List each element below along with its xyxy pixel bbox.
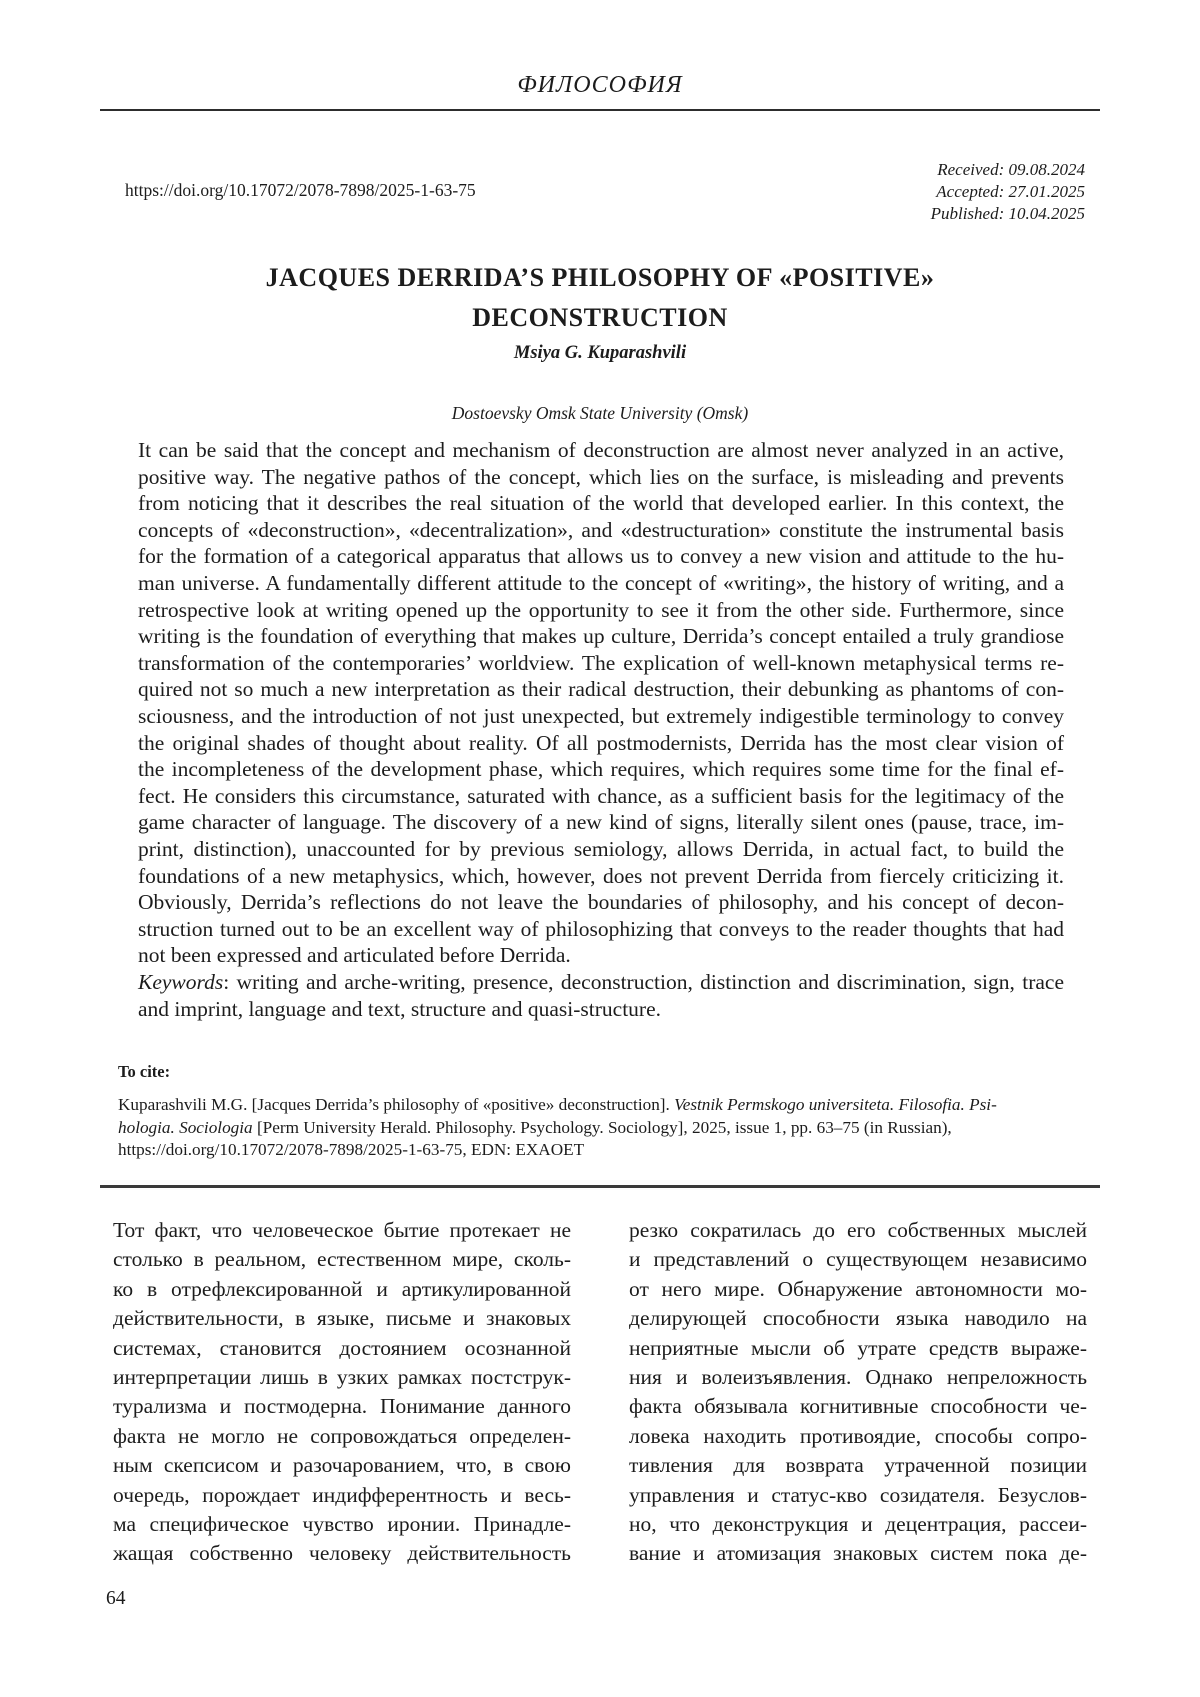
body-left-column: Тот факт, что человеческое бытие протекает не столько в реальном, естественном мире, сколь- ко в отрефлексированной и артикулированной действительности, в языке, письме и знаковых системах, становится достоянием осознанной интерпретации лишь в узких рамках постструк- турализма и постмодерна. Понимание данного факта не могло не сопровождаться определен- ным скепсисом и разочарованием, что, в свою очередь, порождает индифферентность и весь- ма специфическое чувство иронии. Принадле- жащая собственно человеку действительность (113, 1218, 571, 1566)
citation-line-1 (118, 1094, 1100, 1117)
citation-line-1-roman: Kuparashvili M.G. [Jacques Derrida’s philosophy of «positive» deconstruction]. (118, 1095, 675, 1114)
citation-line-1-italic: Vestnik Permskogo universiteta. Filosofia. Psi- (674, 1095, 997, 1114)
author-name: Msiya G. Kuparashvili (513, 343, 687, 363)
author-affiliation: Dostoevsky Omsk State University (Omsk) (451, 403, 749, 423)
keywords (138, 969, 1064, 1022)
keywords-text: : writing and arche-writing, presence, deconstruction, distinction and discrimination, sign, trace and imprint, language and text, structure and quasi-structure. (138, 970, 1064, 1021)
citation-line-2-roman: [Perm University Herald. Philosophy. Psychology. Sociology], 2025, issue 1, pp. 63–75 (in Russian), (252, 1117, 952, 1137)
section-divider-rule (100, 1185, 1100, 1188)
citation-line-2 (118, 1117, 1100, 1140)
date-accepted: Accepted: 27.01.2025 (936, 182, 1085, 201)
citation-line-2-italic: hologia. Sociologia (118, 1117, 253, 1137)
article-dates (931, 159, 1085, 225)
body-right-column: резко сократилась до его собственных мыслей и представлений о существующем независимо от него мире. Обнаружение автономности мо- делирующей способности языка наводило на неприятные мысли об утрате средств выраже- ния и волеизъявления. Однако непреложность факта обязывала когнитивные способности че- ловека находить противоядие, способы сопро- тивления для возврата утраченной позиции управления и статус-кво созидателя. Безуслов- но, что деконструкция и децентрация, рассеи- вание и атомизация знаковых систем пока де- (629, 1218, 1087, 1566)
article-title (100, 258, 1100, 338)
abstract-text: It can be said that the concept and mechanism of deconstruction are almost never analyzed in an active, positive way. The negative pathos of the concept, which lies on the surface, is misleading and prevents from noticing that it describes the real situation of the world that developed earlier. In this context, the concepts of «deconstruction», «decentralization», and «destructuration» constitute the instrumental basis for the formation of a categorical apparatus that allows us to convey a new vision and attitude to the hu- man universe. A fundamentally different attitude to the concept of «writing», the history of writing, and a retrospective look at writing opened up the opportunity to see it from the other side. Furthermore, since writing is the foundation of everything that makes up culture, Derrida’s concept entailed a truly grandiose transformation of the contemporaries’ worldview. The explication of well-known metaphysical terms re- quired not so much a new interpretation as their radical destruction, their debunking as phantoms of con- sciousness, and the introduction of not just unexpected, but extremely indigestible terminology to convey the original shades of thought about reality. Of all postmodernists, Derrida has the most clear vision of the incompleteness of the development phase, which requires, which requires some time for the final ef- fect. He considers this circumstance, saturated with chance, as a sufficient basis for the legitimacy of the game character of language. The discovery of a new kind of signs, literally silent ones (pause, trace, im- print, distinction), unaccounted for by previous semiology, allows Derrida, in actual fact, to build the foundations of a new metaphysics, which, however, does not prevent Derrida from fiercely criticizing it. Obviously, Derrida’s reflections do not leave the boundaries of philosophy, and his concept of decon- struction turned out to be an excellent way of philosophizing that conveys to the reader thoughts that had not been expressed and articulated before Derrida. (138, 438, 1064, 968)
citation-doi-line[interactable]: https://doi.org/10.17072/2078-7898/2025-1-63-75, EDN: EXAOET (118, 1140, 585, 1160)
header-rule (100, 109, 1100, 111)
citation-block (118, 1094, 1100, 1162)
running-head: ФИЛОСОФИЯ (517, 72, 683, 98)
to-cite-heading: To cite: (118, 1062, 171, 1081)
date-published: Published: 10.04.2025 (930, 204, 1085, 223)
date-received: Received: 09.08.2024 (937, 160, 1085, 179)
doi-link[interactable]: https://doi.org/10.17072/2078-7898/2025-1-63-75 (125, 180, 476, 200)
article-title-line-1: JACQUES DERRIDA’S PHILOSOPHY OF «POSITIVE» (265, 263, 935, 292)
body-text (113, 1216, 1087, 1569)
page-number: 64 (106, 1588, 126, 1609)
keywords-label: Keywords (138, 970, 224, 994)
article-title-line-2: DECONSTRUCTION (472, 303, 728, 332)
